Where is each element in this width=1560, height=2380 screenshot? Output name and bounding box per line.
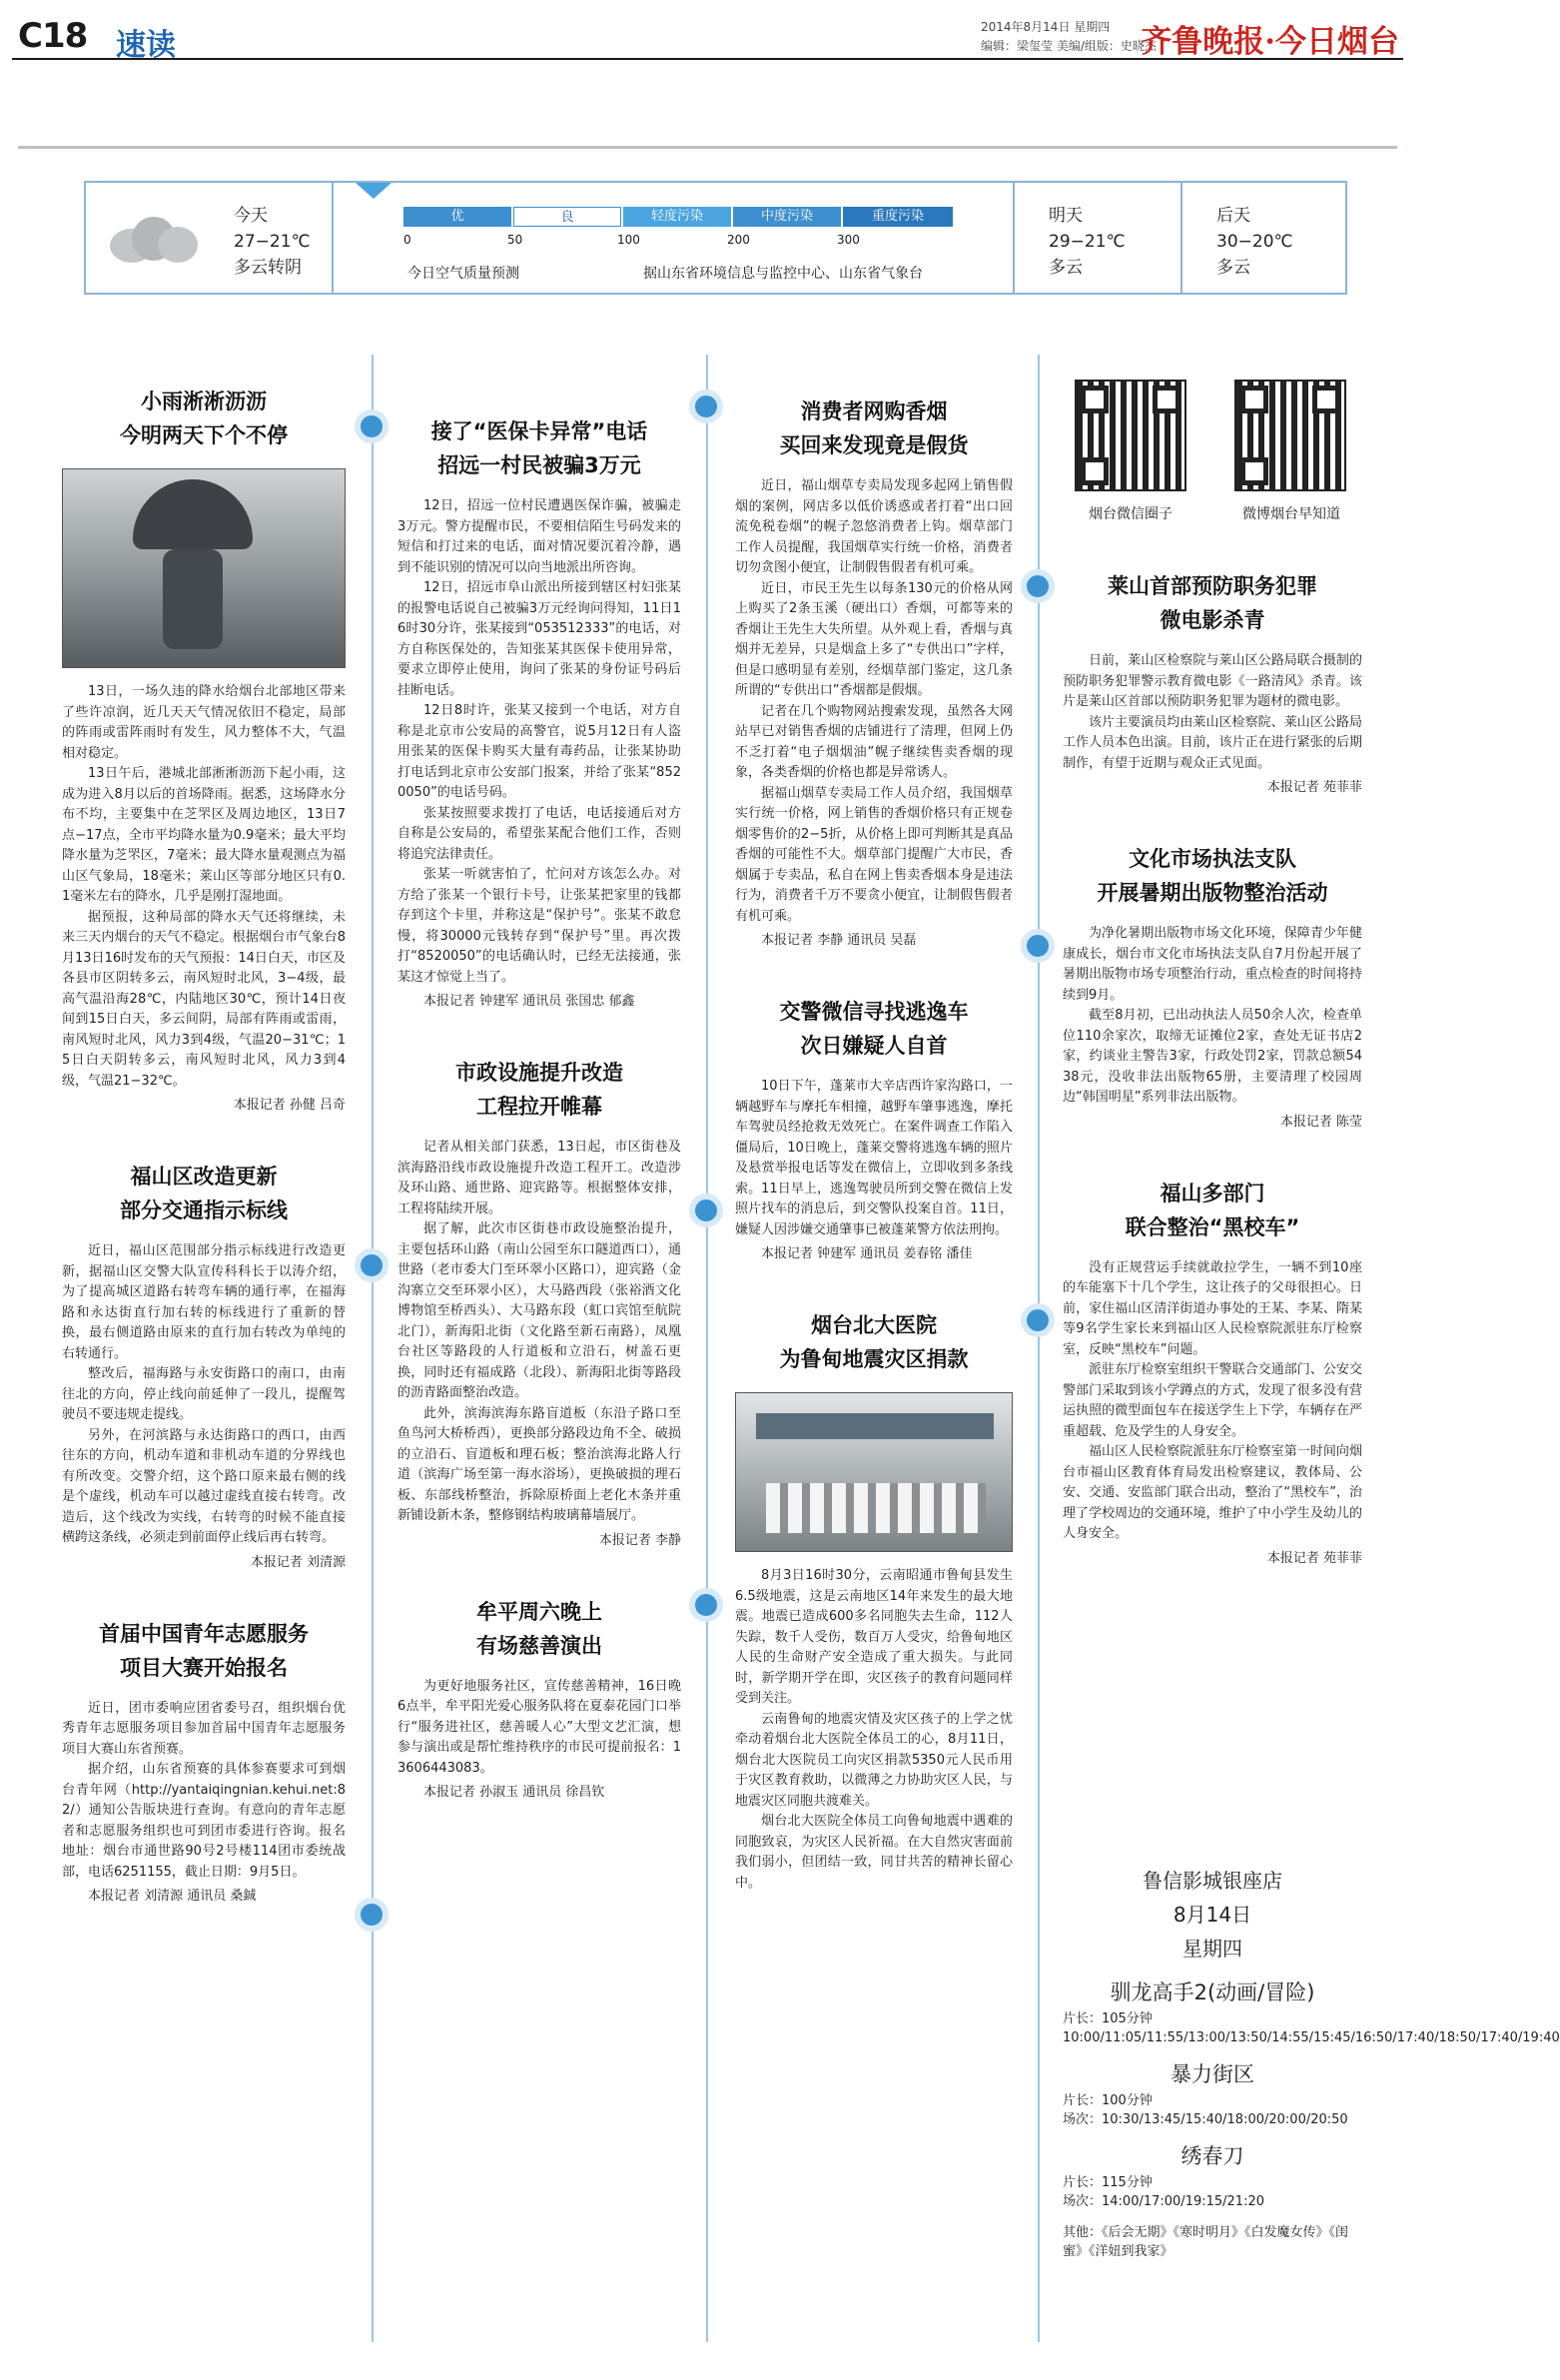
byline: 本报记者 钟建军 通讯员 姜春铭 潘佳 (761, 1246, 973, 1261)
article-micro-film (1063, 569, 1362, 798)
article-paragraph: 据了解，此次市区街巷市政设施整治提升，主要包括环山路（南山公园至东口隧道西口），通世路（老市委大门至环翠小区路口），迎宾路（金沟寨立交至环翠小区），大马路西段（张裕酒文化博物馆至桥西头）、大马路东段（虹口宾馆至航院北门），新海阳北街（文化路至新石南路），凤凰台社区等路段的人行道板和立沿石，树盖石更换，同时还有福成路（北段）、新海阳北街等路段的沥青路面整治改造。 (397, 1221, 681, 1400)
headline: 微电影杀青 (1160, 608, 1265, 632)
byline: 本报记者 陈莹 (1279, 1114, 1362, 1130)
headline: 烟台北大医院 (811, 1313, 937, 1337)
column-3 (735, 355, 1013, 1894)
movie-length: 片长：115分钟 (1063, 2175, 1153, 2190)
article-paragraph: 12日8时许，张某又接到一个电话，对方自称是北京市公安局的高警官，说5月12日有人盗用张某的医保卡购买大量有毒药品，让张某协助打电话到北京市公安部门报案，并给了张某“8520050”的电话号码。 (397, 703, 681, 800)
headline: 消费者网购香烟 (800, 399, 948, 423)
article-paragraph: 据介绍，山东省预赛的具体参赛要求可到烟台青年网（http://yantaiqingnian.kehui.net:82/）通知公告版块进行查询。有意向的青年志愿者和志愿服务组织也可到团市委进行咨询。报名地址：烟台市通世路90号2号楼114团市委统战部，电话6251155，截止日期：9月5日。 (62, 1762, 346, 1880)
headline: 次日嫌疑人自首 (800, 1034, 948, 1058)
aq-level-2: 轻度污染 (623, 207, 731, 227)
cinema-date: 8月14日 (1172, 1903, 1252, 1927)
news-photo (62, 468, 346, 668)
section-title: 速读 (116, 28, 176, 63)
after-tomorrow-weather (1216, 203, 1293, 281)
headline: 有场慈善演出 (476, 1633, 602, 1658)
article-publications (1063, 842, 1362, 1133)
article-paragraph: 没有正规营运手续就敢拉学生，一辆不到10座的车能塞下十几个学生，这让孩子的父母很担心。日前，家住福山区清洋街道办事处的王某、李某、隋某等9名学生家长来到福山区人民检察院派驻东厅检察室，反映“黑校车”问题。 (1063, 1259, 1362, 1357)
headline: 开展暑期出版物整治活动 (1097, 881, 1328, 905)
aq-source: 据山东省环境信息与监控中心、山东省气象台 (643, 266, 923, 282)
headline: 为鲁甸地震灾区捐款 (779, 1347, 969, 1371)
headline: 接了“医保卡异常”电话 (430, 419, 648, 443)
news-photo (735, 1392, 1013, 1552)
headline: 交警微信寻找逃逸车 (779, 1000, 969, 1024)
article-paragraph: 此外，滨海滨海东路盲道板（东沿子路口至鱼鸟河大桥桥西），更换部分路段边角不全、破损的立沿石、盲道板和理石板；整治滨海北路人行道（滨海广场至第一海水浴场），更换破损的理石板、东部线桥整治，拆除原桥面上老化木条并重新铺设新木条，整修钢结构玻璃幕墙展厅。 (397, 1405, 681, 1523)
article-paragraph: 另外，在河滨路与永达街路口的西口，由西往东的方向，机动车道和非机动车道的分界线也有所改变。交警介绍，这个路口原来最右侧的线是个虚线，机动车可以越过虚线直接右转弯。改造后，这个线改为实线，右转弯的时候不能直接横跨这条线，必须走到前面停止线后再右转弯。 (62, 1427, 346, 1545)
headline: 文化市场执法支队 (1129, 847, 1296, 871)
article-paragraph: 云南鲁甸的地震灾情及灾区孩子的上学之忧牵动着烟台北大医院全体员工的心，8月11日，烟台北大医院员工向灾区捐款5350元人民币用于灾区教育救助，以微薄之力协助灾区人民，与地震灾区同胞共渡难关。 (735, 1711, 1013, 1809)
column-rule (706, 355, 708, 2342)
column-2 (397, 355, 681, 1847)
cinema-name: 鲁信影城银座店 (1143, 1869, 1282, 1893)
headline: 项目大赛开始报名 (120, 1655, 288, 1680)
article-paragraph: 为净化暑期出版物市场文化环境，保障青少年健康成长，烟台市文化市场执法支队自7月份起开展了暑期出版物市场专项整治行动，重点检查的时间将持续到9月。 (1063, 926, 1362, 1003)
headline: 首届中国青年志愿服务 (99, 1621, 309, 1646)
after-cond: 多云 (1216, 258, 1250, 278)
tomorrow-label: 明天 (1049, 206, 1083, 226)
movie-title: 驯龙高手2(动画/冒险) (1110, 1981, 1315, 2004)
article-paragraph: 记者在几个购物网站搜索发现，虽然各大网站早已对销售香烟的店铺进行了清理，但网上仍不乏打着“电子烟烟油”幌子继续售卖香烟的现象，各类香烟的价格也都是异常诱人。 (735, 703, 1013, 780)
divider (1180, 183, 1182, 293)
column-1 (62, 355, 346, 1951)
article-volunteer (62, 1617, 346, 1908)
article-paragraph: 福山区人民检察院派驻东厅检察室第一时间向烟台市福山区教育体育局发出检察建议，教体局、公安、交通、安监部门联合出动，整治了“黑校车”，治理了学校周边的交通环境，维护了中小学生及幼儿的人身安全。 (1063, 1444, 1362, 1541)
other-movies: 其他：《后会无期》《寒时明月》《白发魔女传》《闺蜜》《洋妞到我家》 (1063, 2225, 1349, 2259)
article-school-bus (1063, 1177, 1362, 1569)
issue-date: 2014年8月14日 星期四 (981, 20, 1111, 34)
byline: 本报记者 李静 (598, 1532, 681, 1548)
byline: 本报记者 刘清源 通讯员 桑鋮 (88, 1889, 257, 1904)
divider (1013, 183, 1015, 293)
page-number: C18 (18, 16, 88, 56)
article-hospital (735, 1308, 1013, 1894)
cinema-weekday: 星期四 (1182, 1937, 1242, 1961)
article-paragraph: 截至8月初，已出动执法人员50余人次，检查单位110余家次，取缔无证摊位2家，查处无证书店2家，约谈业主警告3家，行政处罚2家，罚款总额5438元，没收非法出版物65册，主要清理了校园周边“韩国明星”系列非法出版物。 (1063, 1008, 1362, 1105)
qr-code-weibo[interactable] (1234, 380, 1346, 491)
qr-finder (1240, 457, 1268, 485)
article-paragraph: 该片主要演员均由莱山区检察院、莱山区公路局工作人员本色出演。目前，该片正在进行紧张的后期制作，有望于近期与观众正式见面。 (1063, 714, 1362, 771)
aq-tick: 300 (837, 233, 860, 247)
umbrella-icon (133, 479, 253, 549)
article-paragraph: 12日，招远市阜山派出所接到辖区村妇张某的报警电话说自己被骗3万元经询问得知，11日16时30分许，张某接到“053512333”的电话，对方自称医保处的，告知张某其医保卡使用异常，要求立即停止使用，询问了张某的身份证号码后挂断电话。 (397, 580, 681, 698)
headline: 买回来发现竟是假货 (779, 433, 969, 457)
crowd-figure (766, 1483, 986, 1533)
byline: 本报记者 孙健 吕奇 (233, 1098, 346, 1113)
after-temp: 30−20℃ (1216, 232, 1293, 252)
aq-level-0: 优 (403, 207, 511, 227)
article-paragraph: 烟台北大医院全体员工向鲁甸地震中遇难的同胞致哀，为灾区人民祈福。在大自然灾害面前我们弱小，但团结一致，同甘共苦的精神长留心中。 (735, 1814, 1013, 1891)
article-paragraph: 为更好地服务社区，宣传慈善精神，16日晚6点半，牟平阳光爱心服务队将在夏泰花园门口举行“服务进社区，慈善暖人心”大型文艺汇演，想参与演出或是帮忙维持秩序的市民可提前报名：13606443083。 (397, 1678, 681, 1776)
today-cond: 多云转阴 (234, 258, 302, 278)
editors: 编辑：梁玺莹 美编/组版：史晓杰 (981, 39, 1157, 53)
qr-finder (1312, 386, 1340, 413)
article-paragraph: 记者从相关部门获悉，13日起，市区街巷及滨海路沿线市政设施提升改造工程开工。改造涉及环山路、通世路、迎宾路等。根据整体安排，工程将陆续开展。 (397, 1140, 681, 1216)
issue-meta (981, 18, 1157, 56)
divider (332, 183, 334, 293)
headline: 工程拉开帷幕 (476, 1095, 602, 1119)
aq-tick: 50 (507, 233, 523, 247)
article-municipal (397, 1056, 681, 1551)
aq-tick: 200 (727, 233, 750, 247)
column-rule (1038, 355, 1040, 2342)
qr-finder (1081, 457, 1109, 485)
byline: 本报记者 苑菲菲 (1266, 1550, 1362, 1566)
dot-marker (689, 1193, 723, 1227)
aq-pointer (356, 183, 391, 199)
movie-title: 暴力街区 (1170, 2062, 1254, 2086)
article-paragraph: 10日下午，蓬莱市大辛店西许家沟路口，一辆越野车与摩托车相撞，越野车肇事逃逸，摩托车驾驶员经抢救无效死亡。在案件调查工作陷入僵局后，10日晚上，蓬莱交警将逃逸车辆的照片及悬赏举报电话等发在微信上，立即收到多条线索。11日早上，逃逸驾驶员所到交警在微信上发照片找车的消息后，到交警队投案自首。11日，嫌疑人因涉嫌交通肇事已被蓬莱警方依法刑拘。 (735, 1079, 1013, 1237)
article-paragraph: 近日，福山区范围部分指示标线进行改造更新，据福山区交警大队宣传科科长于以涛介绍，为了提高城区道路右转弯车辆的通行率，在福海路和永达街直行加右转的标线进行了重新的替换，最右侧道路由原来的直行加右转改为单纯的右转通行。 (62, 1243, 346, 1361)
article-rain (62, 385, 346, 1116)
movie-title: 绣春刀 (1180, 2144, 1244, 2168)
tomorrow-cond: 多云 (1049, 258, 1083, 278)
article-paragraph: 张某按照要求拨打了电话，电话接通后对方自称是公安局的，希望张某配合他们工作，否则将追究法律责任。 (397, 805, 681, 862)
byline: 本报记者 苑菲菲 (1266, 780, 1362, 795)
article-paragraph: 13日，一场久违的降水给烟台北部地区带来了些许凉润，近几天天气情况依旧不稳定，局部的阵雨或雷阵雨时有发生，风力整体不大，气温相对稳定。 (62, 684, 346, 761)
headline: 部分交通指示标线 (120, 1198, 288, 1222)
aq-tick: 100 (617, 233, 640, 247)
movie-length: 片长：105分钟 (1063, 2011, 1153, 2026)
today-weather (234, 203, 311, 281)
weather-panel (84, 181, 1347, 295)
movie-length: 片长：100分钟 (1063, 2093, 1153, 2108)
article-wechat-police (735, 995, 1013, 1264)
movie-times: 场次：14:00/17:00/19:15/21:20 (1063, 2194, 1264, 2209)
qr-label: 微博烟台早知道 (1242, 506, 1340, 522)
banner (756, 1413, 994, 1439)
aq-level-3: 中度污染 (733, 207, 841, 227)
cloud-icon (110, 211, 200, 267)
article-paragraph: 8月3日16时30分，云南昭通市鲁甸县发生6.5级地震，这是云南地区14年来发生的最大地震。地震已造成600多名同胞失去生命，112人失踪，数千人受伤，数百万人受灾，给鲁甸地区人民的生命财产安全造成了重大损失。与此同时，新学期开学在即，灾区孩子的教育问题同样受到关注。 (735, 1568, 1013, 1706)
dot-marker (689, 390, 723, 423)
after-label: 后天 (1216, 206, 1250, 226)
cyclist-figure (163, 549, 223, 649)
dot-marker (355, 1898, 389, 1932)
cinema-listing (1063, 1864, 1560, 2261)
article-paragraph: 近日，福山烟草专卖局发现多起网上销售假烟的案例，网店多以低价诱惑或者打着“出口回流免税卷烟”的幌子忽悠消费者上钩。烟草部门工作人员提醒，我国烟草实行统一价格，消费者切勿贪图小便宜，让制假售假者有机可乘。 (735, 478, 1013, 575)
today-temp: 27−21℃ (234, 232, 311, 252)
headline: 福山多部门 (1160, 1181, 1265, 1205)
article-paragraph: 整改后，福海路与永安街路口的南口，由南往北的方向，停止线向前延伸了一段儿，提醒驾驶员不要违规走提线。 (62, 1366, 346, 1422)
dot-marker (1021, 929, 1055, 963)
article-paragraph: 张某一听就害怕了，忙问对方该怎么办。对方给了张某一个银行卡号，让张某把家里的钱都存到这个卡里，并称这是“保护号”。张某不敢怠慢，将30000元钱转存到“保护号”里。再次拨打“8520050”的电话确认时，已经无法接通，张某这才惊觉上当了。 (397, 867, 681, 985)
article-charity (397, 1595, 681, 1804)
headline: 招远一村民被骗3万元 (437, 453, 641, 477)
column-4 (1063, 569, 1362, 1613)
article-paragraph: 近日，市民王先生以每条130元的价格从网上购买了2条玉溪（硬出口）香烟，可都等来的香烟让王先生大失所望。从外观上看，香烟与真烟并无差异，只是烟盒上多了“专供出口”字样，但是口感明显有差别，经烟草部门鉴定，这几条所谓的“专供出口”香烟都是假烟。 (735, 580, 1013, 698)
qr-label: 烟台微信圈子 (1089, 506, 1172, 522)
article-cigarettes (735, 395, 1013, 951)
article-paragraph: 据预报，这种局部的降水天气还将继续，未来三天内烟台的天气不稳定。根据烟台市气象台8月13日16时发布的天气预报：14日白天，市区及各县市区阴转多云，南风短时北风，3−4级，最高气温沿海28℃，内陆地区30℃，预计14日夜间到15日白天，多云间阴，局部有阵雨或雷雨，南风短时北风，风力3到4级，气温20−31℃；15日白天阴转多云，南风短时北风，风力3到4级，气温21−32℃。 (62, 909, 346, 1089)
aq-ticks (403, 233, 1043, 251)
qr-finder (1240, 386, 1268, 413)
tomorrow-weather (1049, 203, 1126, 281)
headline: 今明两天下个不停 (120, 423, 288, 447)
headline: 福山区改造更新 (130, 1165, 278, 1189)
aq-level-4: 重度污染 (843, 207, 953, 227)
byline: 本报记者 钟建军 通讯员 张国忠 郁鑫 (423, 994, 635, 1009)
article-paragraph: 12日，招远一位村民遭遇医保诈骗，被骗走3万元。警方提醒市民，不要相信陌生号码发来的短信和打过来的电话，面对情况要沉着冷静，遇到不能识别的情况可以向当地派出所咨询。 (397, 498, 681, 575)
qr-finder (1153, 386, 1180, 413)
page-header (12, 14, 1403, 63)
aq-scale (403, 207, 1043, 229)
article-fraud (397, 414, 681, 1012)
qr-code-wechat[interactable] (1075, 380, 1186, 491)
article-paragraph: 日前，莱山区检察院与莱山区公路局联合摄制的预防职务犯罪警示教育微电影《一路清风》杀青。该片是莱山区首部以预防职务犯罪为题材的微电影。 (1063, 653, 1362, 709)
headline: 联合整治“黑校车” (1125, 1214, 1300, 1239)
divider (18, 146, 1397, 149)
aq-caption: 今日空气质量预测 (407, 266, 519, 282)
dot-marker (1021, 569, 1055, 603)
byline: 本报记者 孙淑玉 通讯员 徐昌钦 (423, 1785, 605, 1800)
newspaper-brand: 齐鲁晚报·今日烟台 (1141, 24, 1399, 60)
byline: 本报记者 李静 通讯员 吴磊 (761, 933, 917, 948)
column-rule (372, 355, 374, 2342)
dot-marker (355, 1248, 389, 1282)
dot-marker (1021, 1303, 1055, 1337)
headline: 小雨淅淅沥沥 (141, 390, 267, 413)
headline: 牟平周六晚上 (476, 1599, 602, 1624)
headline: 市政设施提升改造 (455, 1061, 623, 1085)
dot-marker (355, 409, 389, 443)
qr-finder (1081, 386, 1109, 413)
tomorrow-temp: 29−21℃ (1049, 232, 1126, 252)
article-paragraph: 据福山烟草专卖局工作人员介绍，我国烟草实行统一价格，网上销售的香烟价格只有正规卷烟零售价的2−5折，从价格上即可判断其是真品香烟的可能性不大。烟草部门提醒广大市民，香烟属于专卖品，私自在网上售卖香烟本身是违法行为，消费者千万不要贪小便宜，让制假售假者有机可乘。 (735, 785, 1013, 924)
aq-tick: 0 (403, 233, 411, 247)
article-paragraph: 13日午后，港城北部淅淅沥沥下起小雨，这成为进入8月以后的首场降雨。据悉，这场降水分布不均，主要集中在芝罘区及周边地区，13日7点−17点，全市平均降水量为0.9毫米；最大平均降水量为芝罘区，7毫米；最大降水量观测点为福山区气象局，18毫米；莱山区等部分地区只有0.1毫米左右的降水，几乎是刚打湿地面。 (62, 766, 346, 904)
article-paragraph: 近日，团市委响应团省委号召，组织烟台优秀青年志愿服务项目参加首届中国青年志愿服务项目大赛山东省预赛。 (62, 1700, 346, 1757)
byline: 本报记者 刘清源 (250, 1554, 346, 1570)
aq-level-1: 良 (513, 207, 621, 227)
article-paragraph: 派驻东厅检察室组织干警联合交通部门、公安交警部门采取到该小学蹲点的方式，发现了很多没有营运执照的微型面包车在接送学生上下学，车辆存在严重超载、危及学生的人身安全。 (1063, 1362, 1362, 1439)
headline: 莱山首部预防职务犯罪 (1108, 574, 1317, 598)
dot-marker (689, 1588, 723, 1622)
today-label: 今天 (234, 206, 268, 226)
movie-times: 10:00/11:05/11:55/13:00/13:50/14:55/15:45/16:50/17:40/18:50/17:40/19:40 (1063, 2030, 1560, 2045)
article-traffic-lines (62, 1160, 346, 1573)
movie-times: 场次：10:30/13:45/15:40/18:00/20:00/20:50 (1063, 2112, 1348, 2127)
